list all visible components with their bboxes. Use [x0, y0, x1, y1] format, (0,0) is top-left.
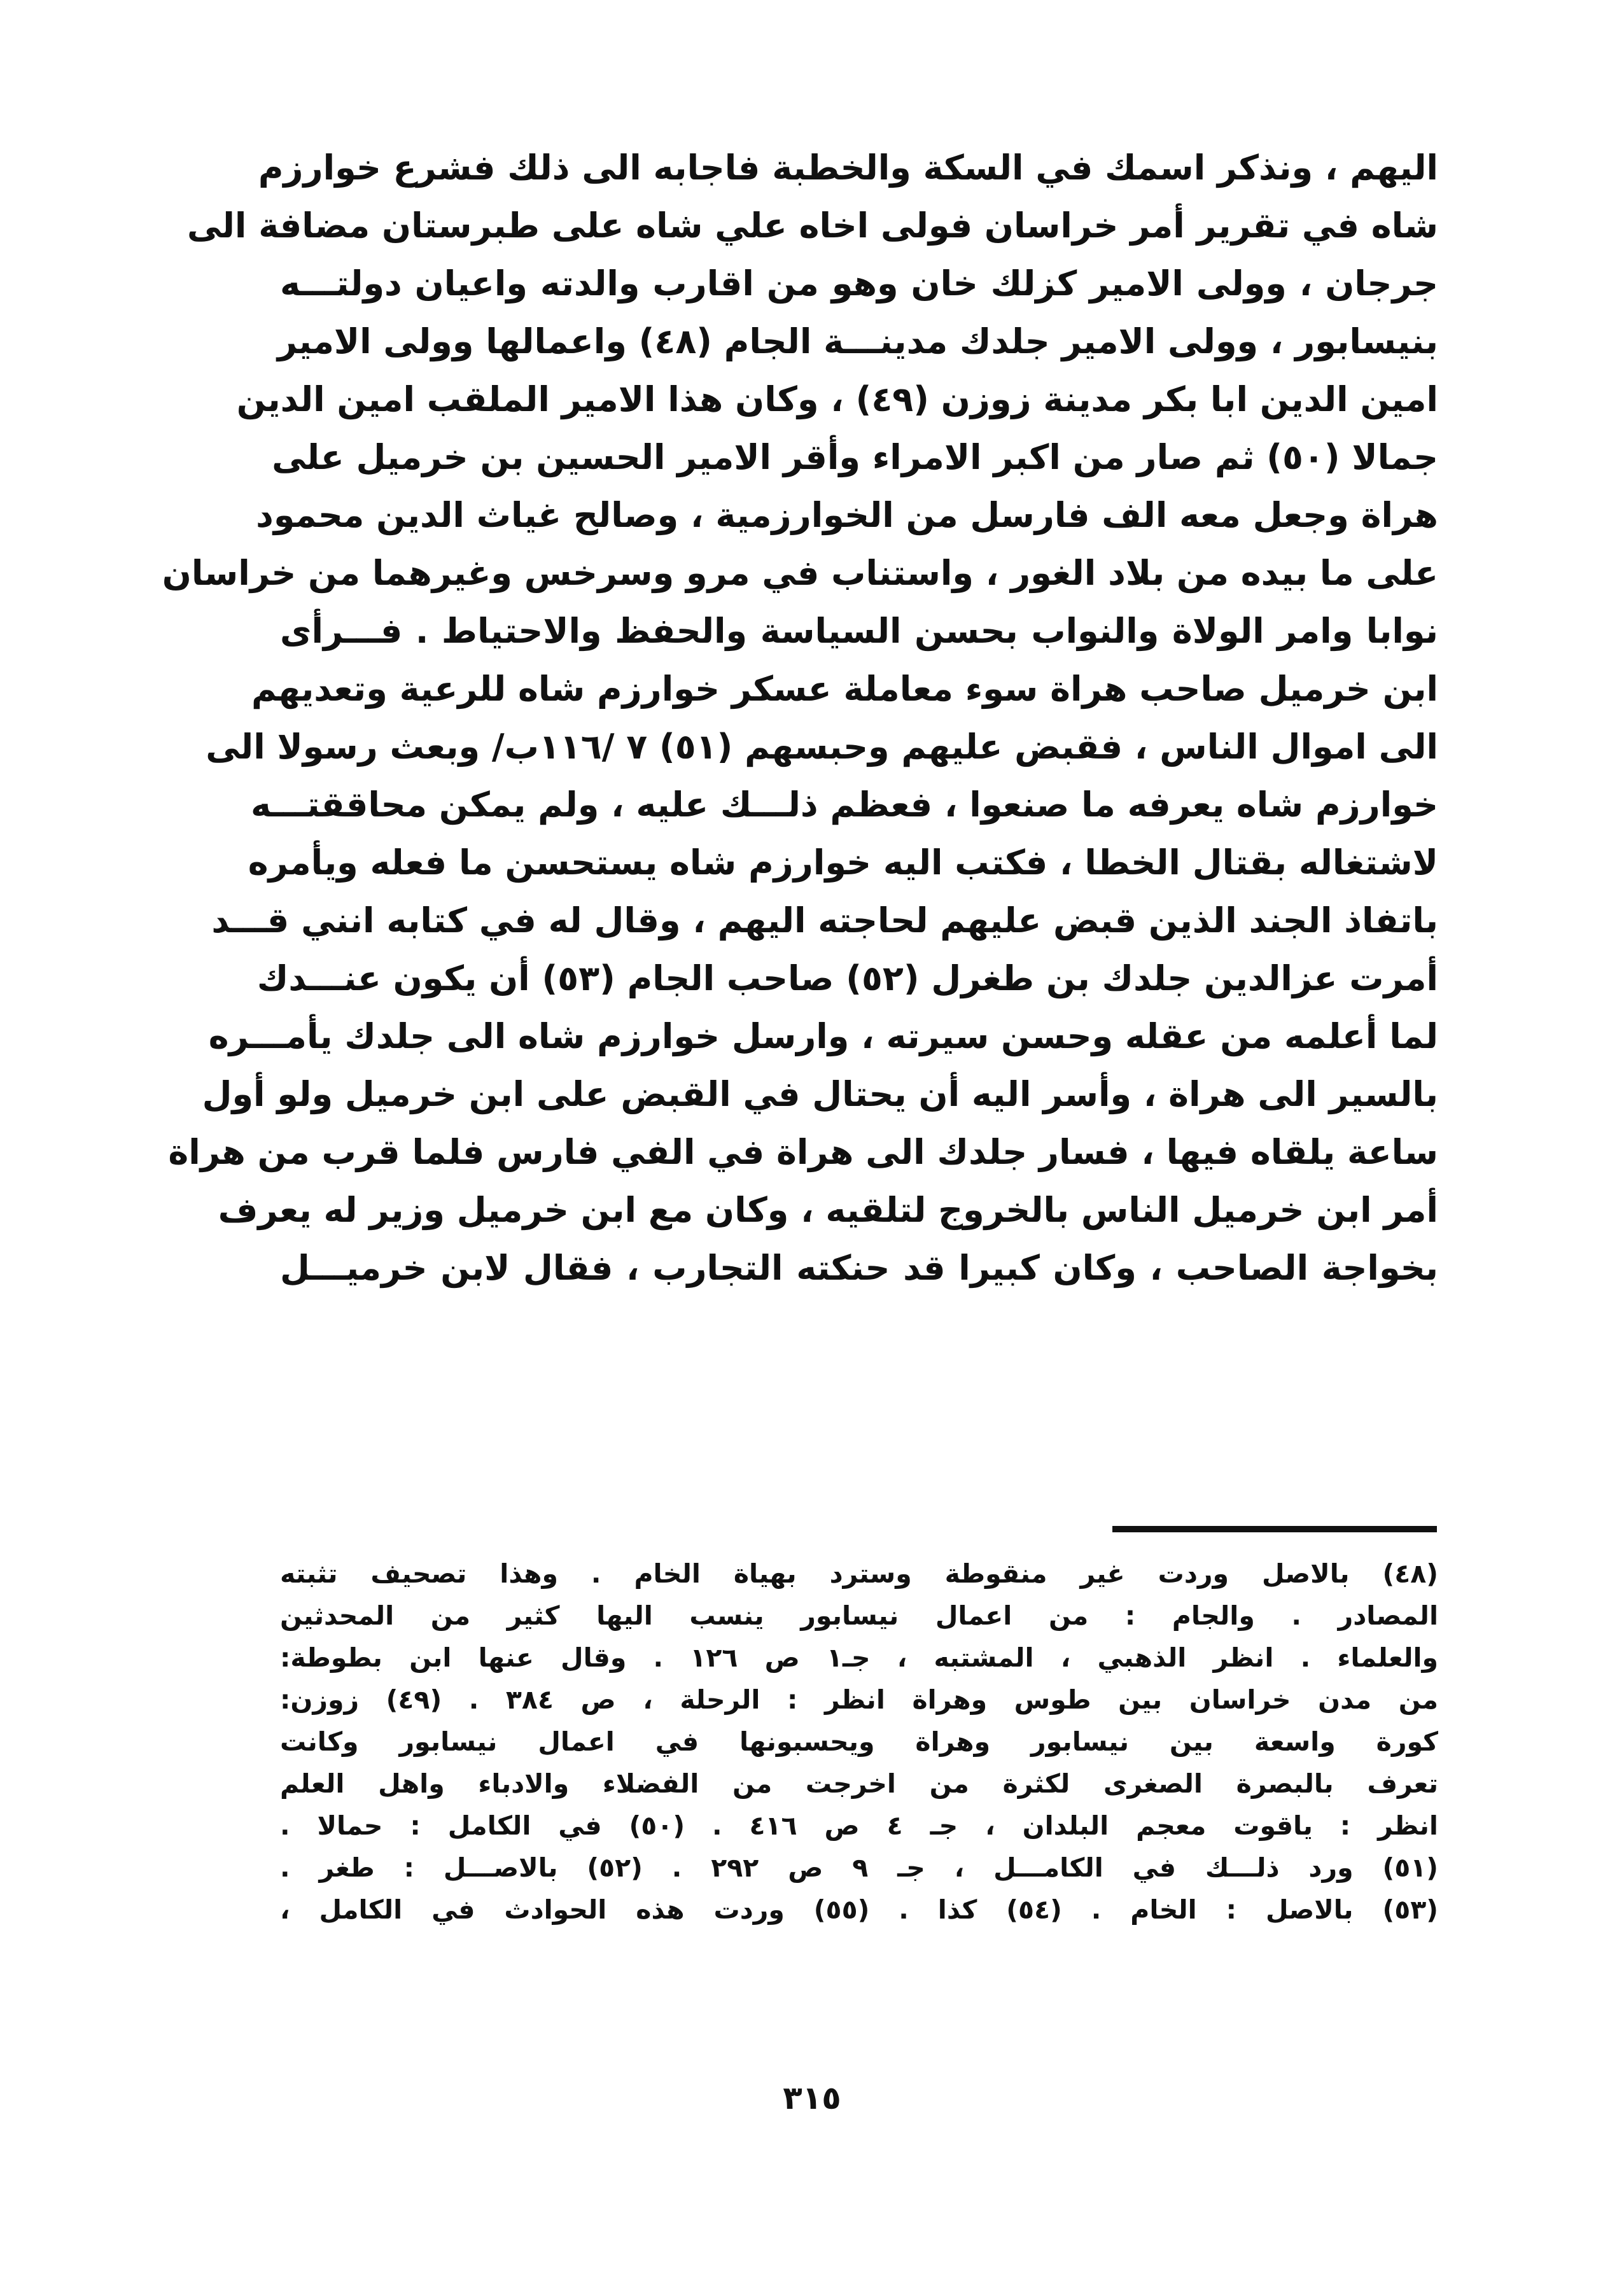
text-line: نوابا وامر الولاة والنواب بحسن السياسة والحفظ والاحتياط . فـــرأى — [280, 611, 1438, 651]
footnote-line: من مدن خراسان بين طوس وهراة انظر : الرحلة ، ص ٣٨٤ . (٤٩) زوزن: — [280, 1684, 1438, 1715]
text-line: خوارزم شاه يعرفه ما صنعوا ، فعظم ذلـــك عليه ، ولم يمكن محاققتـــه — [251, 785, 1438, 825]
main-text-block — [162, 139, 1438, 1297]
text-line: جرجان ، وولى الامير كزلك خان وهو من اقارب والدته واعيان دولتـــه — [280, 263, 1438, 304]
text-line: لما أعلمه من عقله وحسن سيرته ، وارسل خوارزم شاه الى جلدك يأمـــره — [208, 1016, 1438, 1056]
footnote-line: (٤٨) بالاصل وردت غير منقوطة وسترد بهياة الخام . وهذا تصحيف تثبته — [280, 1558, 1438, 1589]
text-line: لاشتغاله بقتال الخطا ، فكتب اليه خوارزم شاه يستحسن ما فعله ويأمره — [248, 843, 1438, 883]
text-line: بنيسابور ، وولى الامير جلدك مدينـــة الجام (٤٨) واعمالها وولى الامير — [277, 321, 1438, 361]
footnote-line: كورة واسعة بين نيسابور وهراة ويحسبونها في اعمال نيسابور وكانت — [280, 1726, 1438, 1757]
text-line: بالسير الى هراة ، وأسر اليه أن يحتال في القبض على ابن خرميل ولو أول — [202, 1074, 1438, 1114]
footnote-line: المصادر . والجام : من اعمال نيسابور ينسب اليها كثير من المحدثين — [280, 1600, 1438, 1631]
footnote-line: (٥٣) بالاصل : الخام . (٥٤) كذا . (٥٥) وردت هذه الحوادث في الكامل ، — [280, 1894, 1439, 1925]
text-line: اليهم ، ونذكر اسمك في السكة والخطبة فاجابه الى ذلك فشرع خوارزم — [258, 148, 1438, 188]
text-line: الى اموال الناس ، فقبض عليهم وحبسهم (٥١) ٧ /١١٦ب/ وبعث رسولا الى — [206, 727, 1438, 767]
footnote-divider — [1112, 1526, 1437, 1532]
text-line: ابن خرميل صاحب هراة سوء معاملة عسكر خوارزم شاه للرعية وتعديهم — [251, 669, 1438, 709]
footnote-line: والعلماء . انظر الذهبي ، المشتبه ، جـ١ ص ١٢٦ . وقال عنها ابن بطوطة: — [280, 1642, 1439, 1673]
text-line: بخواجة الصاحب ، وكان كبيرا قد حنكته التجارب ، فقال لابن خرميـــل — [280, 1248, 1438, 1288]
text-line: باتفاذ الجند الذين قبض عليهم لحاجته اليهم ، وقال له في كتابه انني قـــد — [211, 900, 1438, 941]
text-line: أمرت عزالدين جلدك بن طغرل (٥٢) صاحب الجام (٥٣) أن يكون عنـــدك — [256, 958, 1438, 998]
page-number: ٣١٥ — [783, 2080, 841, 2116]
text-line: ساعة يلقاه فيها ، فسار جلدك الى هراة في الفي فارس فلما قرب من هراة — [168, 1132, 1438, 1172]
text-line: هراة وجعل معه الف فارسل من الخوارزمية ، وصالح غياث الدين محمود — [256, 495, 1438, 535]
footnote-line: تعرف بالبصرة الصغرى لكثرة من اخرجت من الفضلاء والادباء واهل العلم — [280, 1768, 1438, 1799]
footnote-line: (٥١) ورد ذلـــك في الكامـــل ، جـ ٩ ص ٢٩٢ . (٥٢) بالاصـــل : طغر . — [280, 1852, 1438, 1883]
text-line: جمالا (٥٠) ثم صار من اكبر الامراء وأقر الامير الحسين بن خرميل على — [272, 437, 1438, 477]
text-line: أمر ابن خرميل الناس بالخروج لتلقيه ، وكان مع ابن خرميل وزير له يعرف — [218, 1190, 1438, 1230]
text-line: على ما بيده من بلاد الغور ، واستناب في مرو وسرخس وغيرهما من خراسان — [162, 553, 1438, 593]
footnote-line: انظر : ياقوت معجم البلدان ، جـ ٤ ص ٤١٦ . (٥٠) في الكامل : حمالا . — [280, 1810, 1438, 1841]
footnotes-block — [280, 1553, 1438, 1931]
text-line: شاه في تقرير أمر خراسان فولى اخاه علي شاه على طبرستان مضافة الى — [186, 206, 1438, 246]
text-line: امين الدين ابا بكر مدينة زوزن (٤٩) ، وكان هذا الامير الملقب امين الدين — [236, 379, 1438, 419]
